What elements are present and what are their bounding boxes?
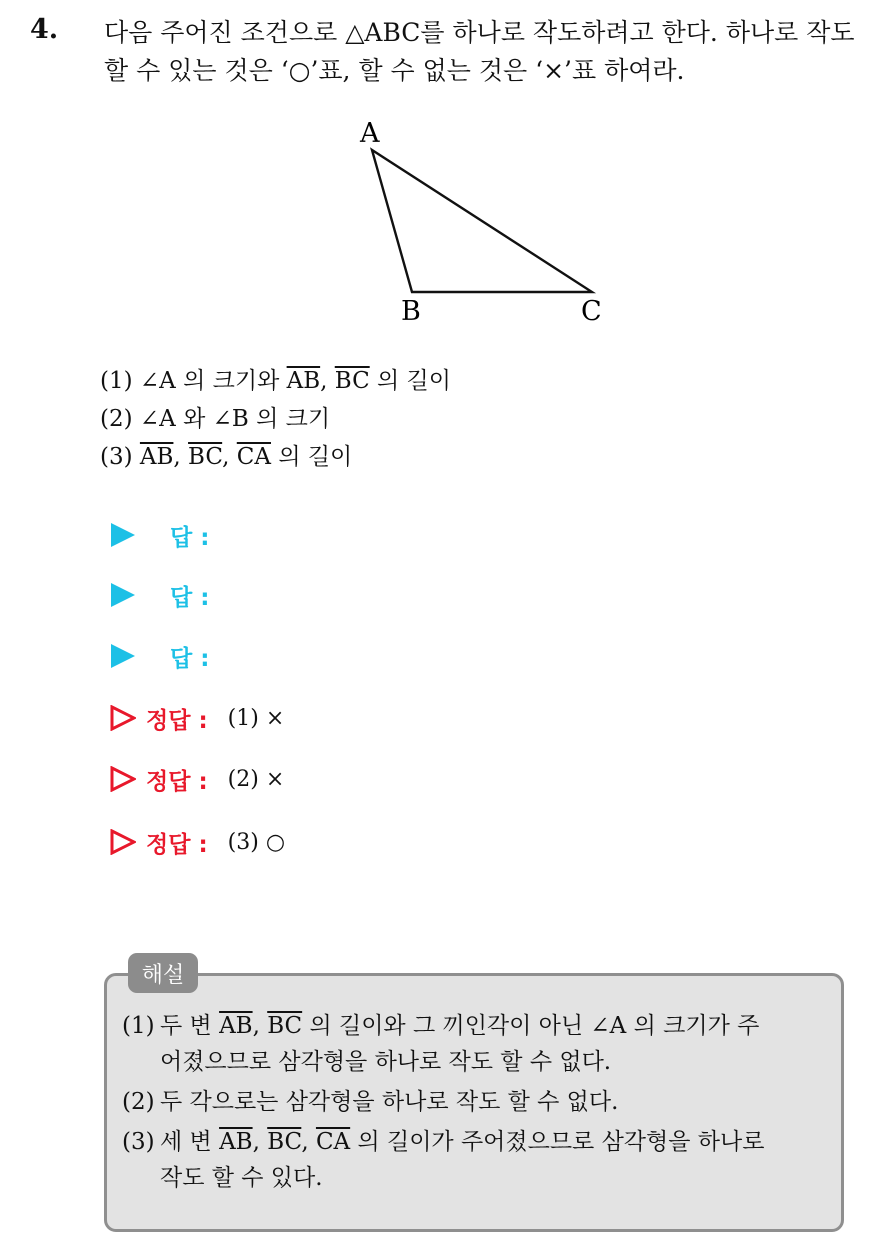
explanation-line: 작도 할 수 있다. (160, 1165, 323, 1191)
condition-text: 의 길이 (278, 444, 353, 470)
segment-label: $\overline{BC}$ (188, 444, 223, 470)
separator: , (222, 444, 230, 470)
segment-label: $\overline{AB}$ (219, 1129, 253, 1155)
separator: , (301, 1129, 309, 1155)
segment-label: $\overline{CA}$ (315, 1129, 351, 1155)
answer-row (110, 636, 209, 676)
answer-key-value: (1) × (227, 705, 285, 731)
explanation-line (160, 1124, 832, 1160)
answer-key-row (110, 759, 284, 799)
explanation-item (122, 1008, 832, 1080)
condition-text: 의 길이 (377, 368, 451, 394)
explanation-text: 두 변 (160, 1013, 212, 1039)
play-triangle-icon (110, 522, 136, 548)
vertex-label-c: C (581, 296, 602, 327)
separator: , (252, 1013, 260, 1039)
condition-number: (3) (100, 444, 133, 470)
explanation-line: 두 각으로는 삼각형을 하나로 작도 할 수 없다. (160, 1089, 619, 1115)
condition-number: (1) (100, 368, 133, 394)
answer-key-label: 정답 : (146, 768, 208, 795)
answer-key-label: 정답 : (146, 707, 208, 734)
outline-triangle-icon (110, 705, 136, 731)
separator: , (320, 368, 328, 394)
condition-item (100, 362, 451, 400)
condition-text: ∠A 와 ∠B 의 크기 (139, 406, 331, 432)
condition-item (100, 400, 451, 438)
question-text (104, 14, 874, 90)
outline-triangle-icon (110, 829, 136, 855)
separator: , (252, 1129, 260, 1155)
play-triangle-icon (110, 643, 136, 669)
answer-key-row (110, 698, 284, 738)
answer-row (110, 575, 209, 615)
explanation-text: 의 길이와 그 끼인각이 아닌 ∠A 의 크기가 주 (309, 1013, 760, 1039)
question-number: 4. (30, 14, 59, 45)
play-triangle-icon (110, 582, 136, 608)
segment-label: $\overline{BC}$ (334, 368, 370, 394)
question-line: 할 수 있는 것은 ‘○’표, 할 수 없는 것은 ‘×’표 하여라. (104, 56, 685, 85)
condition-text: ∠A 의 크기와 (139, 368, 280, 394)
answer-key-row (110, 822, 285, 862)
explanation-number: (1) (122, 1013, 155, 1039)
explanation-text: 의 길이가 주어졌으므로 삼각형을 하나로 (357, 1129, 765, 1155)
explanation-list (122, 1008, 832, 1200)
triangle-figure (340, 112, 620, 332)
answer-row (110, 515, 209, 555)
segment-label: $\overline{CA}$ (236, 444, 271, 470)
segment-label: $\overline{AB}$ (219, 1013, 253, 1039)
triangle-abc (372, 150, 592, 292)
explanation-item (122, 1084, 832, 1120)
condition-number: (2) (100, 406, 133, 432)
answer-key-value: (2) × (227, 766, 285, 792)
segment-label: $\overline{BC}$ (267, 1129, 302, 1155)
answer-label: 답 : (170, 524, 210, 551)
explanation-title: 해설 (128, 953, 198, 993)
answer-key-value: (3) ○ (227, 829, 286, 855)
explanation-line: 어졌으므로 삼각형을 하나로 작도 할 수 없다. (160, 1049, 612, 1075)
answer-key-label: 정답 : (146, 831, 208, 858)
answer-label: 답 : (170, 584, 210, 611)
vertex-label-a: A (360, 118, 380, 149)
outline-triangle-icon (110, 766, 136, 792)
explanation-item (122, 1124, 832, 1196)
explanation-number: (3) (122, 1129, 155, 1155)
condition-item (100, 438, 451, 476)
segment-label: $\overline{BC}$ (267, 1013, 303, 1039)
explanation-number: (2) (122, 1089, 155, 1115)
condition-list (100, 362, 451, 476)
explanation-text: 세 변 (160, 1129, 212, 1155)
separator: , (173, 444, 181, 470)
vertex-label-b: B (401, 296, 421, 327)
segment-label: $\overline{AB}$ (286, 368, 321, 394)
segment-label: $\overline{AB}$ (139, 444, 174, 470)
explanation-line (160, 1008, 832, 1044)
answer-label: 답 : (170, 645, 210, 672)
question-line: 다음 주어진 조건으로 △ABC를 하나로 작도하려고 한다. 하나로 작도 (104, 18, 855, 47)
